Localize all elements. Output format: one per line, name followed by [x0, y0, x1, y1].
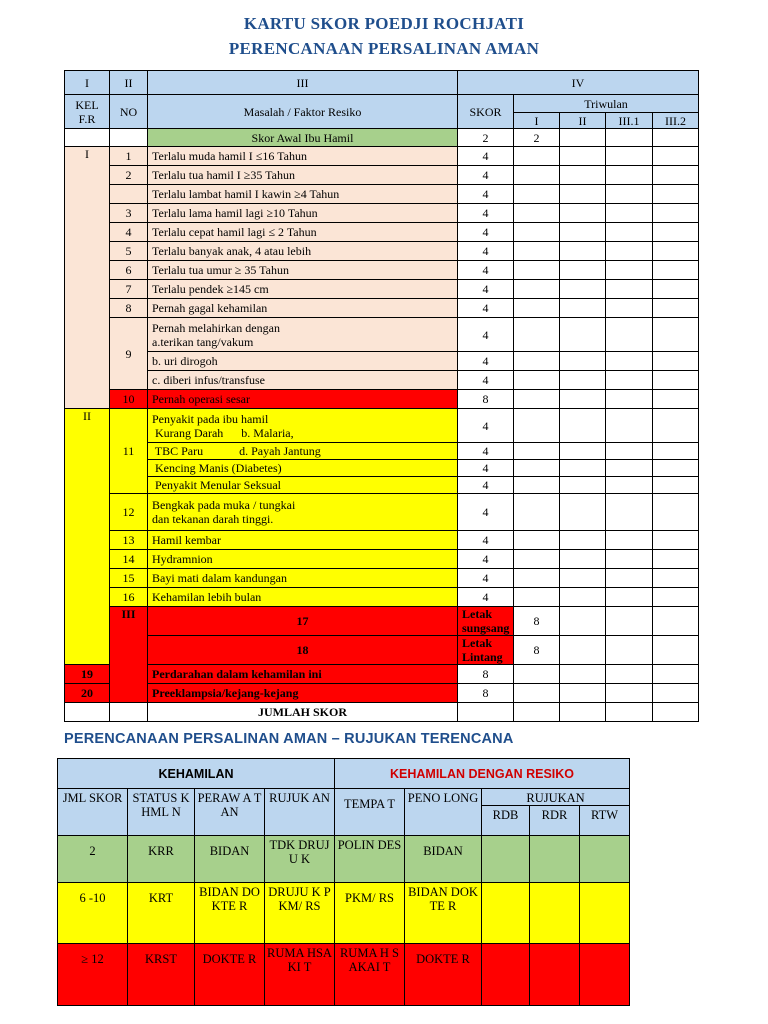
- row-score: 8: [514, 636, 560, 665]
- row-tempat: POLIN DES: [335, 836, 405, 883]
- row-text: Kurang Darah b. Malaria,: [152, 425, 294, 440]
- row-status: KRT: [128, 883, 195, 944]
- row-score: 8: [514, 607, 560, 636]
- row-text: Pernah operasi sesar: [148, 390, 458, 409]
- table-row: [65, 166, 699, 185]
- row-no: 2: [110, 166, 148, 185]
- header-tw-3: III.1: [606, 113, 653, 129]
- row-text: Terlalu muda hamil I ≤16 Tahun: [148, 147, 458, 166]
- row-score: 4: [458, 299, 514, 318]
- row-text: Hamil kembar: [148, 531, 458, 550]
- col-rdb: RDB: [482, 806, 530, 836]
- row-no: 1: [110, 147, 148, 166]
- row-text: Bayi mati dalam kandungan: [148, 569, 458, 588]
- total-label: JUMLAH SKOR: [148, 703, 458, 722]
- total-row: [65, 703, 699, 722]
- row-text: Penyakit pada ibu hamil: [152, 411, 269, 426]
- table-row: [58, 836, 630, 883]
- row-score: 4: [458, 409, 514, 443]
- row-no: 15: [110, 569, 148, 588]
- row-score: 8: [458, 390, 514, 409]
- row-score: 4: [458, 280, 514, 299]
- row-score: 4: [458, 185, 514, 204]
- table-row: [65, 223, 699, 242]
- row-text: Terlalu banyak anak, 4 atau lebih: [148, 242, 458, 261]
- row-text: Letak Lintang: [458, 636, 514, 665]
- col-penolong: PENO LONG: [405, 789, 482, 836]
- col-rtw: RTW: [580, 806, 630, 836]
- table-row: [65, 477, 699, 494]
- header-tw-2: II: [560, 113, 606, 129]
- header-skor: SKOR: [458, 95, 514, 129]
- row-text: Bengkak pada muka / tungkai: [152, 498, 296, 512]
- row-tempat: PKM/ RS: [335, 883, 405, 944]
- header-tw-4: III.2: [653, 113, 699, 129]
- table-row: [65, 261, 699, 280]
- row-no: 10: [110, 390, 148, 409]
- row-no: 19: [65, 665, 110, 684]
- row-text: Perdarahan dalam kehamilan ini: [148, 665, 458, 684]
- group-i-label: I: [65, 147, 110, 409]
- row-no: 16: [110, 588, 148, 607]
- col-status: STATUS KHML N: [128, 789, 195, 836]
- row-score: 4: [458, 242, 514, 261]
- row-perawatan: DOKTE R: [195, 944, 265, 1006]
- header-kel-fr: KEL F.R: [65, 95, 110, 129]
- row-penolong: BIDAN: [405, 836, 482, 883]
- initial-score-label: Skor Awal Ibu Hamil: [148, 129, 458, 147]
- row-text: Terlalu tua umur ≥ 35 Tahun: [148, 261, 458, 280]
- col-numeral-4: IV: [458, 71, 699, 95]
- initial-score-tw1: 2: [514, 129, 560, 147]
- table-row: [65, 185, 699, 204]
- row-no: 5: [110, 242, 148, 261]
- table-row: [65, 636, 699, 665]
- row-no: 7: [110, 280, 148, 299]
- row-no: 11: [110, 409, 148, 494]
- row-score: 4: [458, 494, 514, 531]
- row-score: 4: [458, 204, 514, 223]
- table-row: [65, 531, 699, 550]
- row-no: 12: [110, 494, 148, 531]
- row-rujukan: RUMA HSAKI T: [265, 944, 335, 1006]
- table-row: [65, 494, 699, 531]
- group-ii-label: II: [65, 409, 110, 665]
- col-jml-skor: JML SKOR: [58, 789, 128, 836]
- table-row: [58, 883, 630, 944]
- row-score: 4: [458, 371, 514, 390]
- row-no: 6: [110, 261, 148, 280]
- col-perawatan: PERAW A TAN: [195, 789, 265, 836]
- row-score: 4: [458, 166, 514, 185]
- row-text: Terlalu cepat hamil lagi ≤ 2 Tahun: [148, 223, 458, 242]
- row-status: KRST: [128, 944, 195, 1006]
- row-no: 14: [110, 550, 148, 569]
- table-row: [65, 204, 699, 223]
- col-numeral-1: I: [65, 71, 110, 95]
- planning-section-title: PERENCANAAN PERSALINAN AMAN – RUJUKAN TERENCANA: [64, 731, 514, 747]
- table-row: [65, 147, 699, 166]
- table-row: [65, 684, 699, 703]
- row-penolong: DOKTE R: [405, 944, 482, 1006]
- row-no: 18: [148, 636, 458, 665]
- row-score: 4: [458, 477, 514, 494]
- table-row: [65, 665, 699, 684]
- row-no: 13: [110, 531, 148, 550]
- row-no: 3: [110, 204, 148, 223]
- row-text: Pernah melahirkan dengan: [152, 320, 280, 335]
- table-row: [65, 460, 699, 477]
- row-no: 4: [110, 223, 148, 242]
- card-title: KARTU SKOR POEDJI ROCHJATI: [243, 14, 525, 33]
- referral-plan-table: [57, 758, 630, 1006]
- row-text: Pernah gagal kehamilan: [148, 299, 458, 318]
- table-row: [65, 443, 699, 460]
- group-iii-label: III: [110, 607, 148, 703]
- row-status: KRR: [128, 836, 195, 883]
- row-no: [110, 185, 148, 204]
- header-kehamilan-resiko: KEHAMILAN DENGAN RESIKO: [335, 759, 630, 789]
- table-row: [65, 352, 699, 371]
- row-skor: 2: [58, 836, 128, 883]
- row-tempat: RUMA H SAKAI T: [335, 944, 405, 1006]
- table-row: [65, 390, 699, 409]
- table-row: [65, 371, 699, 390]
- score-table: [64, 70, 699, 722]
- table-row: [65, 242, 699, 261]
- row-text: Terlalu tua hamil I ≥35 Tahun: [148, 166, 458, 185]
- table-row: [65, 280, 699, 299]
- table-row: [58, 944, 630, 1006]
- header-masalah: Masalah / Faktor Resiko: [148, 95, 458, 129]
- table-row: [65, 588, 699, 607]
- row-score: 4: [458, 460, 514, 477]
- row-no: 20: [65, 684, 110, 703]
- initial-score-value: 2: [458, 129, 514, 147]
- table-row: [65, 409, 699, 443]
- table-row: [65, 299, 699, 318]
- row-penolong: BIDAN DOKTE R: [405, 883, 482, 944]
- row-text: a.terikan tang/vakum: [152, 334, 254, 349]
- row-score: 4: [458, 550, 514, 569]
- row-score: 4: [458, 569, 514, 588]
- header-kehamilan: KEHAMILAN: [58, 759, 335, 789]
- row-text: c. diberi infus/transfuse: [148, 371, 458, 390]
- row-text: Terlalu pendek ≥145 cm: [148, 280, 458, 299]
- col-tempat: TEMPA T: [335, 789, 405, 836]
- row-score: 4: [458, 223, 514, 242]
- row-score: 4: [458, 147, 514, 166]
- row-text: Terlalu lambat hamil I kawin ≥4 Tahun: [148, 185, 458, 204]
- numeral-header-row: [65, 71, 699, 95]
- row-rujukan: DRUJU K PKM/ RS: [265, 883, 335, 944]
- row-perawatan: BIDAN: [195, 836, 265, 883]
- row-score: 8: [458, 665, 514, 684]
- row-text: dan tekanan darah tinggi.: [152, 512, 274, 526]
- row-score: 4: [458, 443, 514, 460]
- row-score: 4: [458, 531, 514, 550]
- header-no: NO: [110, 95, 148, 129]
- row-text: Kehamilan lebih bulan: [148, 588, 458, 607]
- row-no: 17: [148, 607, 458, 636]
- row-score: 4: [458, 261, 514, 280]
- row-skor: ≥ 12: [58, 944, 128, 1006]
- row-text: Letak sungsang: [458, 607, 514, 636]
- col-numeral-3: III: [148, 71, 458, 95]
- row-text: Penyakit Menular Seksual: [148, 477, 458, 494]
- table-row: [65, 569, 699, 588]
- header-tw-1: I: [514, 113, 560, 129]
- table-row: [65, 607, 699, 636]
- row-text: Hydramnion: [148, 550, 458, 569]
- col-numeral-2: II: [110, 71, 148, 95]
- table-row: [65, 318, 699, 352]
- row-score: 4: [458, 588, 514, 607]
- row-rujukan: TDK DRUJU K: [265, 836, 335, 883]
- row-perawatan: BIDAN DOKTE R: [195, 883, 265, 944]
- row-text: Preeklampsia/kejang-kejang: [148, 684, 458, 703]
- table-row: [65, 550, 699, 569]
- row-text: Terlalu lama hamil lagi ≥10 Tahun: [148, 204, 458, 223]
- row-no: 9: [110, 318, 148, 390]
- row-text: TBC Paru d. Payah Jantung: [148, 443, 458, 460]
- col-rujukan-group: RUJUKAN: [482, 789, 630, 806]
- card-subtitle: PERENCANAAN PERSALINAN AMAN: [228, 39, 540, 58]
- col-rdr: RDR: [530, 806, 580, 836]
- initial-score-row: [65, 129, 699, 147]
- row-score: 4: [458, 318, 514, 352]
- header-triwulan: Triwulan: [514, 95, 699, 113]
- row-score: 8: [458, 684, 514, 703]
- row-text: Kencing Manis (Diabetes): [148, 460, 458, 477]
- row-score: 4: [458, 352, 514, 371]
- row-no: 8: [110, 299, 148, 318]
- row-skor: 6 -10: [58, 883, 128, 944]
- row-text: b. uri dirogoh: [148, 352, 458, 371]
- col-rujukan: RUJUK AN: [265, 789, 335, 836]
